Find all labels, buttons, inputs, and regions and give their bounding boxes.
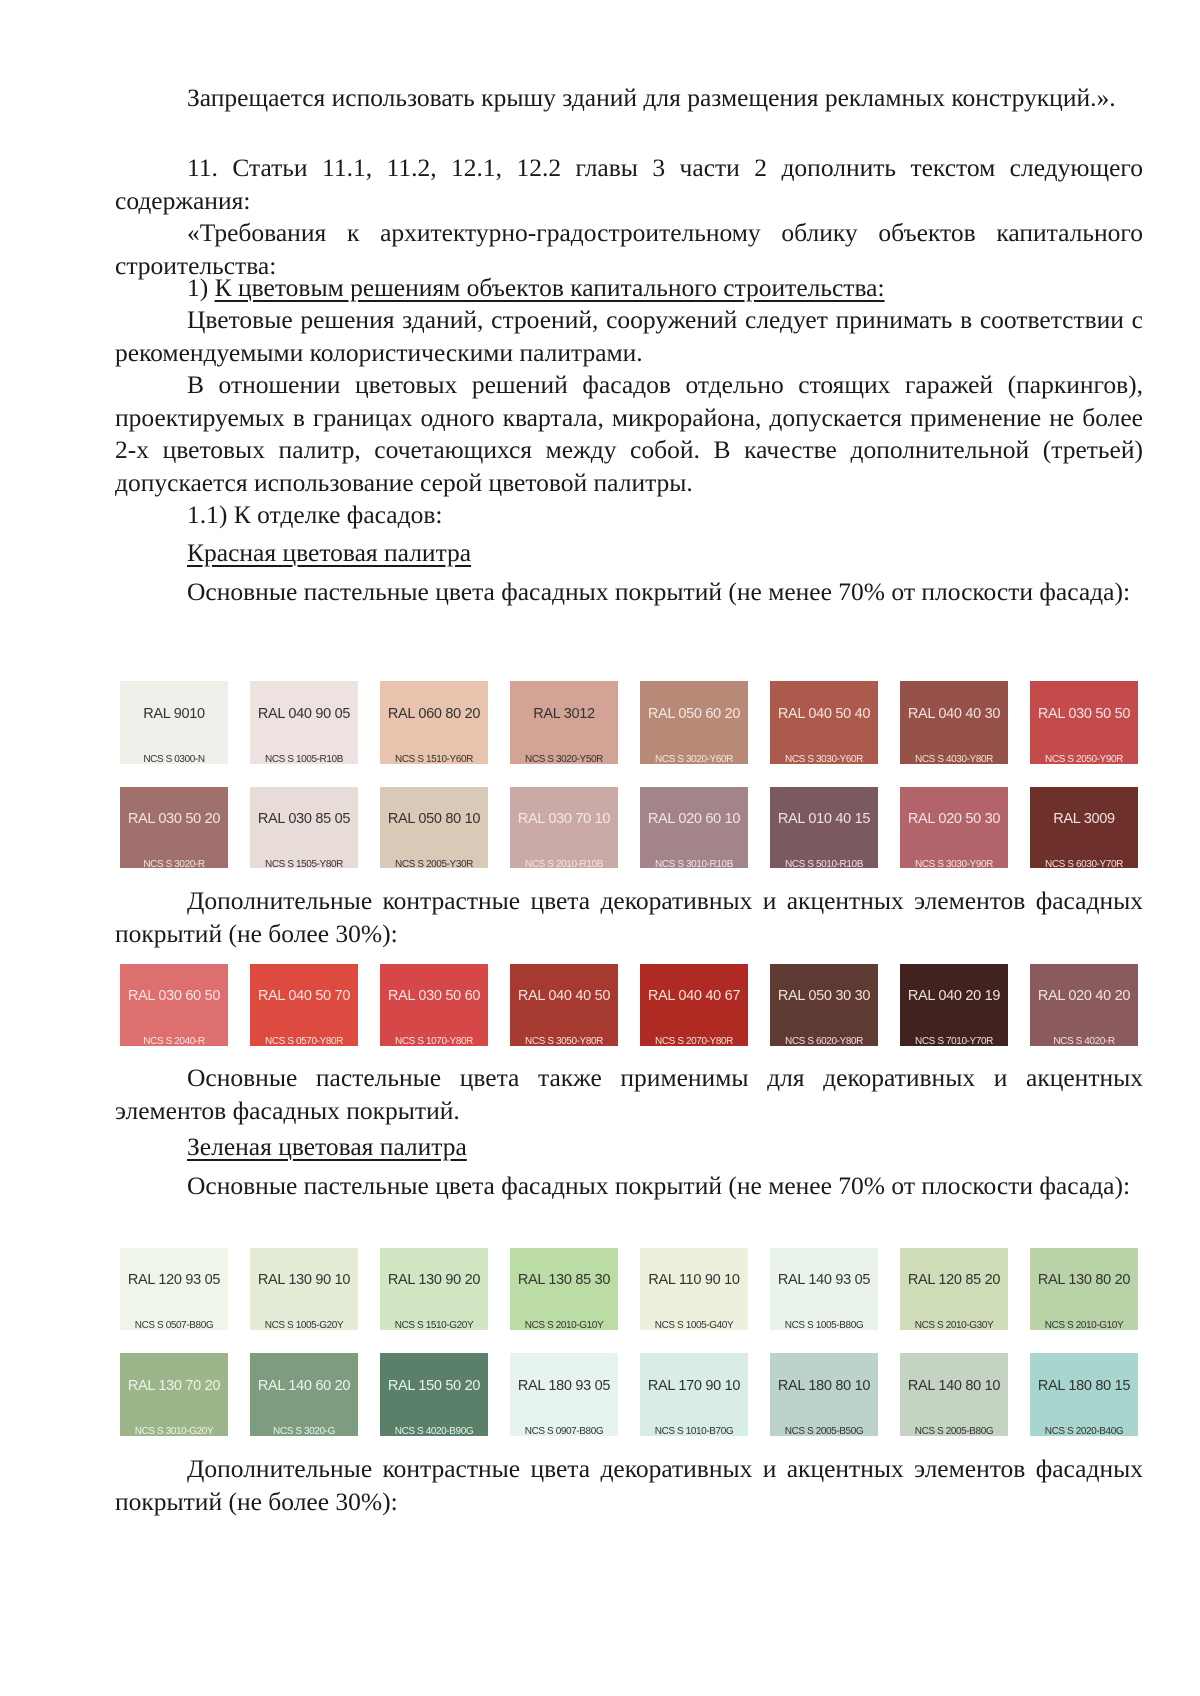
color-swatch <box>250 964 358 1046</box>
color-swatch <box>900 681 1008 764</box>
swatch-ncs-code: NCS S 2070-Y80R <box>655 1035 733 1046</box>
color-swatch <box>1030 964 1138 1046</box>
swatch-ral-code: RAL 3012 <box>533 706 595 722</box>
red-main-swatches-row2 <box>120 787 1138 868</box>
color-swatch <box>770 1353 878 1436</box>
color-swatch <box>640 787 748 868</box>
swatch-ral-code: RAL 010 40 15 <box>777 811 871 827</box>
green-main-intro: Основные пастельные цвета фасадных покрытий (не менее 70% от плоскости фасада): <box>187 1171 1131 1200</box>
red-palette-heading: Красная цветовая палитра <box>187 538 472 567</box>
swatch-ncs-code: NCS S 6020-Y80R <box>785 1035 863 1046</box>
swatch-ral-code: RAL 120 93 05 <box>127 1272 221 1288</box>
swatch-ncs-code: NCS S 2005-B80G <box>914 1425 994 1436</box>
swatch-ral-code: RAL 050 80 10 <box>387 811 481 827</box>
green-palette-heading: Зеленая цветовая палитра <box>187 1132 467 1161</box>
color-swatch <box>510 1248 618 1330</box>
color-swatch <box>380 787 488 868</box>
color-swatch <box>900 1248 1008 1330</box>
swatch-ncs-code: NCS S 0507-B80G <box>134 1319 214 1330</box>
color-swatch <box>510 681 618 764</box>
red-extra-intro: Дополнительные контрастные цвета декоративных и акцентных элементов фасадных покрытий (не более 30%): <box>115 886 1143 948</box>
color-swatch <box>510 964 618 1046</box>
paragraph-amendment: 11. Статьи 11.1, 11.2, 12.1, 12.2 главы 3 части 2 дополнить текстом следующего содержания: <box>115 153 1143 215</box>
swatch-ncs-code: NCS S 1510-Y60R <box>395 753 473 764</box>
color-swatch <box>250 681 358 764</box>
color-swatch <box>250 1248 358 1330</box>
swatch-ncs-code: NCS S 3010-R10B <box>655 858 733 868</box>
swatch-ral-code: RAL 040 50 40 <box>777 706 871 722</box>
color-swatch <box>770 1248 878 1330</box>
swatch-ral-code: RAL 3009 <box>1053 811 1115 827</box>
color-swatch <box>1030 1353 1138 1436</box>
swatch-ncs-code: NCS S 3020-G <box>273 1425 335 1436</box>
color-swatch <box>120 1353 228 1436</box>
swatch-ral-code: RAL 130 85 30 <box>517 1272 611 1288</box>
swatch-ncs-code: NCS S 1510-G20Y <box>394 1319 474 1330</box>
swatch-ncs-code: NCS S 2040-R <box>143 1035 205 1046</box>
swatch-ral-code: RAL 180 93 05 <box>517 1378 611 1394</box>
swatch-ral-code: RAL 060 80 20 <box>387 706 481 722</box>
color-swatch <box>120 681 228 764</box>
red-extra-swatches <box>120 964 1138 1046</box>
swatch-ral-code: RAL 020 40 20 <box>1037 988 1131 1004</box>
color-swatch <box>640 1248 748 1330</box>
paragraph-color-solutions: Цветовые решения зданий, строений, сооружений следует принимать в соответствии с рекомендуемыми колористическими палитрами. <box>115 305 1143 367</box>
swatch-ncs-code: NCS S 2010-R10B <box>525 858 603 868</box>
swatch-ral-code: RAL 040 40 30 <box>907 706 1001 722</box>
swatch-ral-code: RAL 030 60 50 <box>127 988 221 1004</box>
swatch-ral-code: RAL 030 50 60 <box>387 988 481 1004</box>
swatch-ral-code: RAL 9010 <box>143 706 205 722</box>
swatch-ncs-code: NCS S 3030-Y90R <box>915 858 993 868</box>
swatch-ral-code: RAL 050 30 30 <box>777 988 871 1004</box>
color-swatch <box>1030 787 1138 868</box>
color-swatch <box>510 1353 618 1436</box>
swatch-ral-code: RAL 120 85 20 <box>907 1272 1001 1288</box>
swatch-ncs-code: NCS S 6030-Y70R <box>1045 858 1123 868</box>
color-swatch <box>640 964 748 1046</box>
swatch-ncs-code: NCS S 2005-B50G <box>784 1425 864 1436</box>
color-swatch <box>120 964 228 1046</box>
swatch-ncs-code: NCS S 1005-R10B <box>265 753 343 764</box>
color-swatch <box>250 787 358 868</box>
color-swatch <box>900 964 1008 1046</box>
swatch-ral-code: RAL 040 50 70 <box>257 988 351 1004</box>
swatch-ral-code: RAL 030 50 50 <box>1037 706 1131 722</box>
color-swatch <box>380 1248 488 1330</box>
swatch-ncs-code: NCS S 0907-B80G <box>524 1425 604 1436</box>
swatch-ncs-code: NCS S 1505-Y80R <box>265 858 343 868</box>
swatch-ncs-code: NCS S 2010-G10Y <box>1044 1319 1124 1330</box>
swatch-ncs-code: NCS S 3020-Y60R <box>655 753 733 764</box>
green-main-swatches-row2 <box>120 1353 1138 1436</box>
color-swatch <box>250 1353 358 1436</box>
subsection-title: К цветовым решениям объектов капитального строительства: <box>214 273 885 302</box>
swatch-ral-code: RAL 130 90 10 <box>257 1272 351 1288</box>
swatch-ncs-code: NCS S 3050-Y80R <box>525 1035 603 1046</box>
subsection-number: 1) <box>187 273 209 302</box>
color-swatch <box>640 1353 748 1436</box>
swatch-ral-code: RAL 180 80 15 <box>1037 1378 1131 1394</box>
swatch-ral-code: RAL 150 50 20 <box>387 1378 481 1394</box>
swatch-ral-code: RAL 130 90 20 <box>387 1272 481 1288</box>
swatch-ncs-code: NCS S 1010-B70G <box>654 1425 734 1436</box>
swatch-ncs-code: NCS S 1070-Y80R <box>395 1035 473 1046</box>
swatch-ncs-code: NCS S 2010-G10Y <box>524 1319 604 1330</box>
swatch-ncs-code: NCS S 0300-N <box>143 753 205 764</box>
swatch-ral-code: RAL 030 85 05 <box>257 811 351 827</box>
swatch-ncs-code: NCS S 2005-Y30R <box>395 858 473 868</box>
color-swatch <box>380 964 488 1046</box>
swatch-ncs-code: NCS S 4030-Y80R <box>915 753 993 764</box>
color-swatch <box>1030 1248 1138 1330</box>
swatch-ral-code: RAL 140 93 05 <box>777 1272 871 1288</box>
swatch-ral-code: RAL 040 20 19 <box>907 988 1001 1004</box>
swatch-ncs-code: NCS S 4020-B90G <box>394 1425 474 1436</box>
paragraph-rooftop-ban: Запрещается использовать крышу зданий для размещения рекламных конструкций.». <box>187 83 1116 112</box>
swatch-ncs-code: NCS S 3030-Y60R <box>785 753 863 764</box>
color-swatch <box>770 681 878 764</box>
green-main-swatches-row1 <box>120 1248 1138 1330</box>
swatch-ral-code: RAL 140 80 10 <box>907 1378 1001 1394</box>
color-swatch <box>770 787 878 868</box>
swatch-ral-code: RAL 020 60 10 <box>647 811 741 827</box>
subsection-facades: 1.1) К отделке фасадов: <box>187 500 443 529</box>
swatch-ncs-code: NCS S 3010-G20Y <box>134 1425 214 1436</box>
swatch-ral-code: RAL 110 90 10 <box>648 1272 740 1288</box>
paragraph-garages: В отношении цветовых решений фасадов отдельно стоящих гаражей (паркингов), проектируемых в границах одного квартала, микрорайона, допускается применение не более 2-х цветовых палитр, сочетающихся между собой. В качестве дополнительной (третьей) допускается использование серой цветовой палитры. <box>115 370 1143 497</box>
swatch-ncs-code: NCS S 1005-G40Y <box>654 1319 734 1330</box>
swatch-ral-code: RAL 040 90 05 <box>257 706 351 722</box>
red-main-intro: Основные пастельные цвета фасадных покрытий (не менее 70% от плоскости фасада): <box>187 577 1131 606</box>
color-swatch <box>900 787 1008 868</box>
color-swatch <box>510 787 618 868</box>
swatch-ral-code: RAL 180 80 10 <box>777 1378 871 1394</box>
swatch-ral-code: RAL 140 60 20 <box>257 1378 351 1394</box>
color-swatch <box>1030 681 1138 764</box>
swatch-ral-code: RAL 130 70 20 <box>127 1378 221 1394</box>
swatch-ral-code: RAL 040 40 50 <box>517 988 611 1004</box>
swatch-ral-code: RAL 040 40 67 <box>647 988 741 1004</box>
swatch-ncs-code: NCS S 2010-G30Y <box>914 1319 994 1330</box>
swatch-ncs-code: NCS S 7010-Y70R <box>915 1035 993 1046</box>
swatch-ncs-code: NCS S 1005-G20Y <box>264 1319 344 1330</box>
color-swatch <box>120 787 228 868</box>
swatch-ncs-code: NCS S 4020-R <box>1053 1035 1115 1046</box>
color-swatch <box>770 964 878 1046</box>
swatch-ral-code: RAL 170 90 10 <box>647 1378 741 1394</box>
swatch-ncs-code: NCS S 0570-Y80R <box>265 1035 343 1046</box>
color-swatch <box>900 1353 1008 1436</box>
paragraph-requirements: «Требования к архитектурно-градостроительному облику объектов капитального строительства: <box>115 218 1143 280</box>
color-swatch <box>380 1353 488 1436</box>
swatch-ral-code: RAL 030 70 10 <box>517 811 611 827</box>
swatch-ral-code: RAL 020 50 30 <box>907 811 1001 827</box>
green-extra-intro: Дополнительные контрастные цвета декоративных и акцентных элементов фасадных покрытий (не более 30%): <box>115 1454 1143 1516</box>
swatch-ral-code: RAL 030 50 20 <box>127 811 221 827</box>
red-main-swatches-row1 <box>120 681 1138 764</box>
red-note: Основные пастельные цвета также применимы для декоративных и акцентных элементов фасадных покрытий. <box>115 1063 1143 1125</box>
swatch-ral-code: RAL 050 60 20 <box>647 706 741 722</box>
swatch-ncs-code: NCS S 2050-Y90R <box>1045 753 1123 764</box>
swatch-ncs-code: NCS S 3020-R <box>143 858 205 868</box>
swatch-ncs-code: NCS S 1005-B80G <box>784 1319 864 1330</box>
color-swatch <box>640 681 748 764</box>
subsection-heading <box>187 272 885 305</box>
color-swatch <box>120 1248 228 1330</box>
swatch-ncs-code: NCS S 5010-R10B <box>785 858 863 868</box>
swatch-ncs-code: NCS S 2020-B40G <box>1044 1425 1124 1436</box>
color-swatch <box>380 681 488 764</box>
swatch-ncs-code: NCS S 3020-Y50R <box>525 753 603 764</box>
swatch-ral-code: RAL 130 80 20 <box>1037 1272 1131 1288</box>
